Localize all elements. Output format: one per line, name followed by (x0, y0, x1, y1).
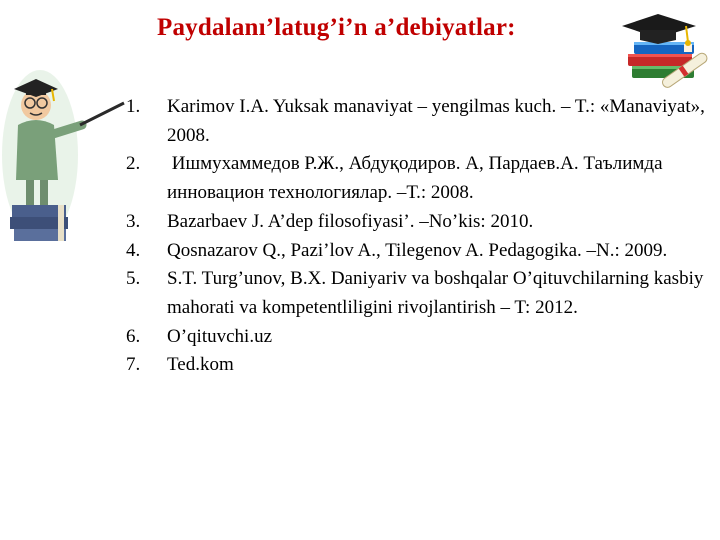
graduation-cap-books-icon (618, 8, 714, 88)
reference-number: 3. (126, 210, 141, 232)
reference-number: 1. (126, 96, 141, 117)
reference-number: 4. (126, 239, 141, 261)
reference-text: Ted.kom (167, 354, 234, 376)
slide-title: Paydalanı’latug’i’n a’debiyatlar: (157, 14, 516, 41)
reference-text: Karimov I.A. Yuksak manaviyat – yengilmas kuch. – T.: «Manaviyat», 2008. (167, 96, 705, 146)
reference-text: Bazarbaev J. A’dep filosofiyasi’. –No’kis: 2010. (167, 210, 534, 232)
reference-number: 5. (126, 268, 141, 290)
references-list (126, 93, 706, 380)
reference-number: 2. (126, 153, 141, 175)
reference-text: O’qituvchi.uz (167, 325, 273, 347)
reference-text: S.T. Turg’unov, B.X. Daniyariv va boshqalar O’qituvchilarning kasbiy mahorati va kompetentliligini rivojlantirish – T: 2012. (167, 268, 704, 318)
reference-item (126, 265, 706, 322)
reference-item (126, 150, 706, 207)
reference-item (126, 323, 706, 352)
reference-item (126, 93, 706, 150)
teacher-pointer-clipart-icon (0, 55, 128, 250)
reference-item (126, 237, 706, 266)
reference-item (126, 351, 706, 380)
reference-text: Ишмухаммедов Р.Ж., Абдуқодиров. А, Пардаев.А. Таълимда инновацион технологиялар. –Т.: 2008. (167, 153, 668, 204)
reference-number: 6. (126, 325, 141, 347)
reference-number: 7. (126, 354, 141, 376)
reference-item (126, 208, 706, 237)
reference-text: Qosnazarov Q., Pazi’lov A., Tilegenov A. Pedagogika. –N.: 2009. (167, 239, 668, 261)
